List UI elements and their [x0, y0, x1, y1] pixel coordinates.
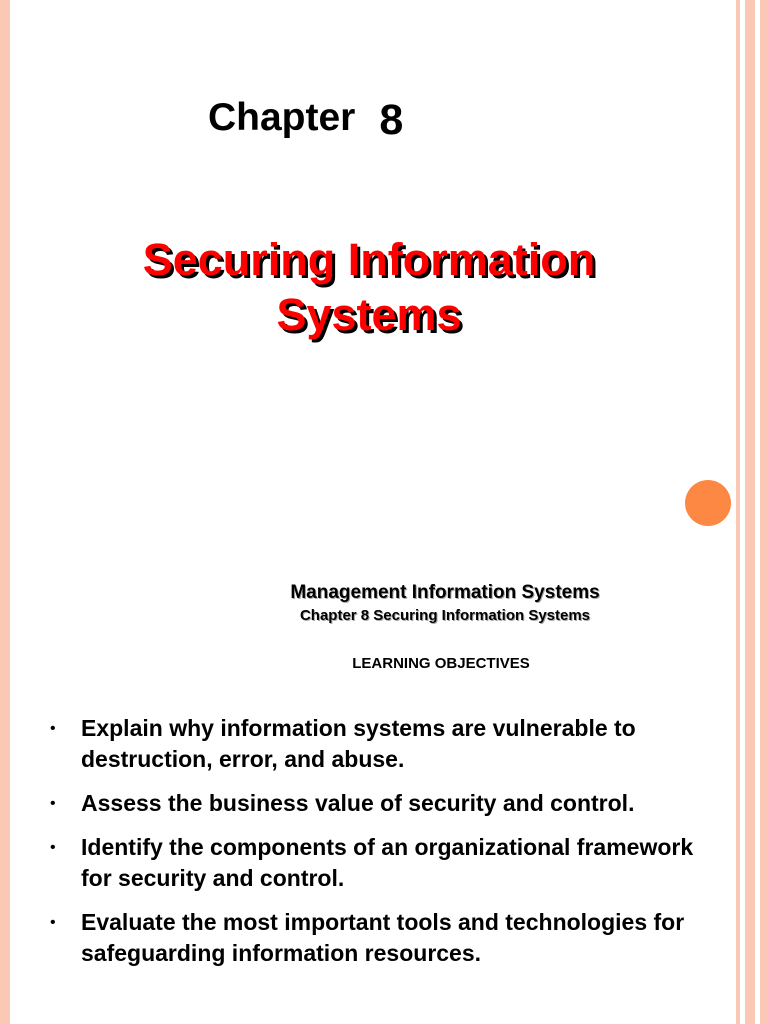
right-border-stripe-3 — [760, 0, 768, 1024]
bullet-icon: • — [50, 795, 56, 812]
accent-circle — [685, 480, 731, 526]
chapter-number: 8 — [379, 96, 404, 144]
list-item — [50, 788, 730, 819]
list-item — [50, 832, 730, 894]
chapter-label: Chapter — [208, 96, 356, 139]
list-item — [50, 907, 730, 969]
objective-text: Identify the components of an organizational framework for security and control. — [81, 834, 694, 891]
bullet-icon: • — [50, 720, 56, 737]
list-item — [50, 713, 730, 775]
objectives-list — [50, 713, 730, 982]
bullet-icon: • — [50, 839, 56, 856]
chapter-heading — [208, 92, 404, 144]
objective-text: Assess the business value of security and control. — [81, 790, 635, 816]
objective-text: Explain why information systems are vulnerable to destruction, error, and abuse. — [81, 715, 636, 772]
objectives-heading: LEARNING OBJECTIVES — [352, 655, 530, 672]
right-border-stripe-2 — [745, 0, 755, 1024]
right-border — [736, 0, 768, 1024]
left-border — [0, 0, 10, 1024]
course-name: Management Information Systems — [290, 582, 600, 603]
slide-title: Securing Information Systems — [142, 234, 596, 340]
subtitle-block — [250, 580, 640, 626]
bullet-icon: • — [50, 914, 56, 931]
chapter-subtitle: Chapter 8 Securing Information Systems — [299, 607, 591, 624]
right-border-stripe-1 — [736, 0, 740, 1024]
objective-text: Evaluate the most important tools and technologies for safeguarding information resources. — [81, 909, 685, 966]
